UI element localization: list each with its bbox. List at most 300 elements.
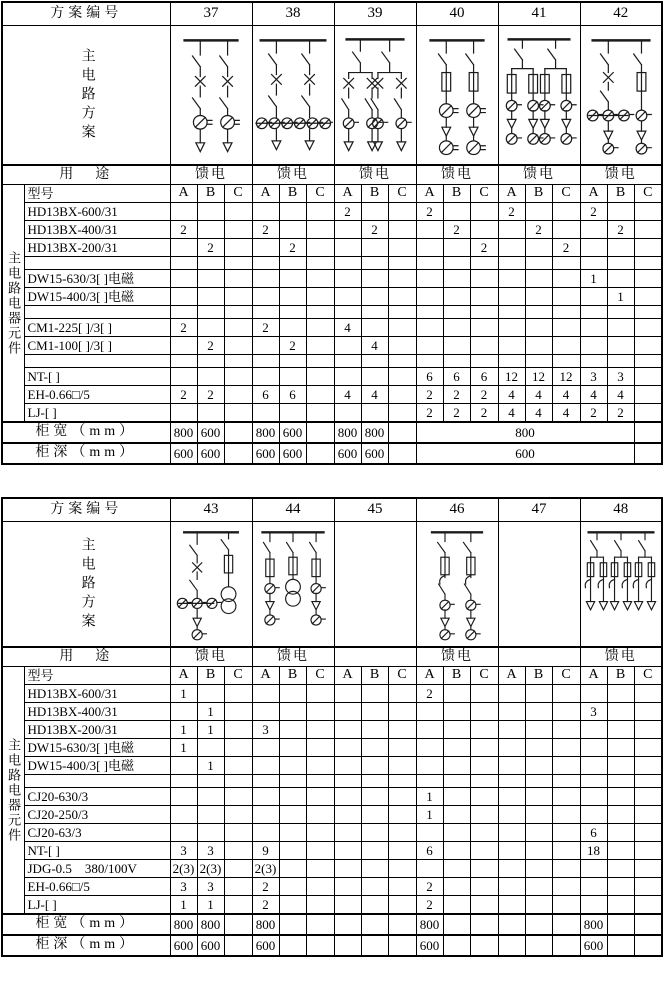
quantity-cell — [552, 257, 580, 270]
quantity-cell — [334, 270, 361, 288]
usage-row-label: 用 途 — [2, 165, 170, 185]
quantity-cell — [252, 806, 279, 824]
quantity-cell: 1 — [170, 896, 197, 915]
cabinet-depth-value: 600 — [197, 443, 224, 464]
circuit-diagram-39 — [335, 28, 415, 162]
quantity-cell — [361, 775, 388, 788]
quantity-cell — [197, 288, 224, 306]
quantity-cell — [552, 739, 580, 757]
cabinet-depth-value — [224, 443, 252, 464]
quantity-cell — [634, 239, 662, 257]
phase-header: B — [525, 185, 552, 203]
quantity-cell — [361, 842, 388, 860]
cabinet-width-value: 800 — [170, 422, 197, 443]
quantity-cell — [443, 319, 470, 337]
quantity-cell — [498, 878, 525, 896]
quantity-cell — [552, 842, 580, 860]
quantity-cell — [470, 306, 498, 319]
circuit-diagram-cell — [498, 26, 580, 166]
quantity-cell — [525, 703, 552, 721]
quantity-cell — [443, 685, 470, 703]
quantity-cell — [552, 824, 580, 842]
quantity-cell — [580, 257, 607, 270]
quantity-cell — [580, 221, 607, 239]
quantity-cell — [634, 824, 662, 842]
quantity-cell — [388, 685, 416, 703]
quantity-cell: 2 — [197, 337, 224, 355]
phase-header: B — [607, 185, 634, 203]
quantity-cell — [279, 703, 306, 721]
quantity-cell: 2 — [334, 203, 361, 221]
quantity-cell — [552, 337, 580, 355]
quantity-cell — [443, 270, 470, 288]
component-group-label: 主电路电器元件 — [6, 250, 22, 356]
cabinet-depth-value — [306, 935, 334, 956]
quantity-cell — [334, 288, 361, 306]
quantity-cell — [279, 685, 306, 703]
quantity-cell — [170, 355, 197, 368]
quantity-cell: 1 — [580, 270, 607, 288]
quantity-cell — [525, 842, 552, 860]
quantity-cell: 4 — [334, 319, 361, 337]
quantity-cell: 2(3) — [170, 860, 197, 878]
quantity-cell — [224, 355, 252, 368]
cabinet-width-value — [634, 914, 662, 935]
quantity-cell — [607, 739, 634, 757]
component-row-label: LJ-[ ] — [24, 896, 170, 915]
quantity-cell — [416, 757, 443, 775]
quantity-cell — [306, 270, 334, 288]
quantity-cell — [552, 896, 580, 915]
cabinet-width-value — [498, 914, 525, 935]
quantity-cell — [443, 306, 470, 319]
quantity-cell — [416, 337, 443, 355]
quantity-cell: 3 — [170, 842, 197, 860]
quantity-cell — [388, 288, 416, 306]
component-row-label: HD13BX-200/31 — [24, 239, 170, 257]
quantity-cell: 3 — [197, 842, 224, 860]
component-group-cell — [2, 667, 24, 915]
quantity-cell — [634, 788, 662, 806]
quantity-cell — [525, 878, 552, 896]
circuit-diagram-cell — [580, 522, 662, 648]
quantity-cell: 6 — [580, 824, 607, 842]
quantity-cell — [361, 878, 388, 896]
quantity-cell — [498, 775, 525, 788]
circuit-diagram-41 — [499, 28, 579, 162]
diagram-row-label-cell — [2, 26, 170, 166]
quantity-cell — [470, 860, 498, 878]
scheme-number: 43 — [170, 498, 252, 522]
quantity-cell: 2 — [498, 203, 525, 221]
quantity-cell — [334, 788, 361, 806]
quantity-cell — [197, 270, 224, 288]
quantity-cell — [388, 896, 416, 915]
model-header: 型号 — [24, 667, 170, 685]
quantity-cell — [224, 306, 252, 319]
phase-header: C — [306, 185, 334, 203]
scheme-number: 38 — [252, 2, 334, 26]
quantity-cell: 2 — [525, 221, 552, 239]
cabinet-depth-value: 600 — [197, 935, 224, 956]
component-row-label: CJ20-63/3 — [24, 824, 170, 842]
quantity-cell — [252, 355, 279, 368]
component-row-label — [24, 775, 170, 788]
quantity-cell — [470, 739, 498, 757]
quantity-cell — [470, 757, 498, 775]
quantity-cell — [306, 842, 334, 860]
quantity-cell: 2 — [443, 386, 470, 404]
quantity-cell: 2 — [252, 896, 279, 915]
quantity-cell — [279, 221, 306, 239]
quantity-cell — [634, 288, 662, 306]
quantity-cell — [470, 878, 498, 896]
quantity-cell: 2 — [443, 404, 470, 423]
quantity-cell — [306, 788, 334, 806]
circuit-diagram-cell — [252, 26, 334, 166]
quantity-cell — [279, 355, 306, 368]
quantity-cell — [525, 257, 552, 270]
quantity-cell — [279, 788, 306, 806]
quantity-cell — [388, 337, 416, 355]
quantity-cell — [580, 788, 607, 806]
quantity-cell — [443, 721, 470, 739]
component-row-label: DW15-400/3[ ]电磁 — [24, 757, 170, 775]
cabinet-width-value — [443, 914, 470, 935]
quantity-cell — [170, 239, 197, 257]
quantity-cell — [443, 337, 470, 355]
scheme-number: 37 — [170, 2, 252, 26]
quantity-cell: 2 — [170, 319, 197, 337]
quantity-cell — [224, 788, 252, 806]
quantity-cell — [443, 739, 470, 757]
quantity-cell: 2 — [252, 319, 279, 337]
usage-value: 馈电 — [498, 165, 580, 185]
cabinet-depth-value — [525, 935, 552, 956]
scheme-row-label: 方案编号 — [2, 498, 170, 522]
quantity-cell — [279, 739, 306, 757]
quantity-cell — [197, 788, 224, 806]
quantity-cell: 3 — [252, 721, 279, 739]
quantity-cell — [498, 337, 525, 355]
quantity-cell — [470, 203, 498, 221]
quantity-cell — [224, 368, 252, 386]
quantity-cell: 1 — [197, 721, 224, 739]
quantity-cell — [470, 337, 498, 355]
quantity-cell — [224, 703, 252, 721]
quantity-cell — [252, 203, 279, 221]
scheme-number: 45 — [334, 498, 416, 522]
quantity-cell: 4 — [525, 386, 552, 404]
quantity-cell — [224, 896, 252, 915]
quantity-cell — [416, 355, 443, 368]
quantity-cell — [197, 355, 224, 368]
quantity-cell — [224, 337, 252, 355]
quantity-cell — [170, 306, 197, 319]
quantity-cell — [170, 788, 197, 806]
quantity-cell: 2 — [470, 239, 498, 257]
quantity-cell — [306, 404, 334, 423]
quantity-cell: 2 — [170, 221, 197, 239]
usage-value: 馈电 — [416, 647, 498, 667]
quantity-cell — [443, 775, 470, 788]
quantity-cell — [334, 703, 361, 721]
quantity-cell: 1 — [170, 721, 197, 739]
quantity-cell: 6 — [416, 368, 443, 386]
quantity-cell: 4 — [607, 386, 634, 404]
cabinet-depth-label: 柜深（mm） — [2, 443, 170, 464]
quantity-cell: 4 — [525, 404, 552, 423]
cabinet-depth-value: 600 — [279, 443, 306, 464]
quantity-cell — [416, 739, 443, 757]
quantity-cell — [498, 270, 525, 288]
quantity-cell — [634, 878, 662, 896]
quantity-cell — [279, 319, 306, 337]
quantity-cell: 3 — [170, 878, 197, 896]
quantity-cell — [279, 878, 306, 896]
quantity-cell — [607, 703, 634, 721]
quantity-cell — [634, 404, 662, 423]
quantity-cell — [580, 337, 607, 355]
cabinet-width-label: 柜宽（mm） — [2, 422, 170, 443]
circuit-diagram-37 — [171, 28, 251, 162]
cabinet-width-value — [525, 914, 552, 935]
quantity-cell — [470, 703, 498, 721]
quantity-cell — [552, 270, 580, 288]
quantity-cell — [306, 319, 334, 337]
quantity-cell — [443, 806, 470, 824]
quantity-cell — [279, 270, 306, 288]
quantity-cell — [197, 368, 224, 386]
quantity-cell — [470, 319, 498, 337]
quantity-cell — [443, 757, 470, 775]
quantity-cell — [170, 203, 197, 221]
usage-value — [334, 647, 416, 667]
quantity-cell: 4 — [334, 386, 361, 404]
cabinet-width-value — [224, 422, 252, 443]
quantity-cell — [361, 824, 388, 842]
quantity-cell — [388, 703, 416, 721]
quantity-cell — [306, 386, 334, 404]
component-row-label — [24, 306, 170, 319]
quantity-cell — [334, 824, 361, 842]
component-row-label: NT-[ ] — [24, 368, 170, 386]
cabinet-depth-label: 柜深（mm） — [2, 935, 170, 956]
quantity-cell — [252, 788, 279, 806]
scheme-number: 39 — [334, 2, 416, 26]
circuit-diagram-42 — [581, 28, 661, 162]
quantity-cell — [279, 368, 306, 386]
quantity-cell — [607, 203, 634, 221]
quantity-cell — [197, 257, 224, 270]
quantity-cell — [334, 685, 361, 703]
quantity-cell — [634, 221, 662, 239]
quantity-cell — [580, 721, 607, 739]
quantity-cell — [525, 896, 552, 915]
quantity-cell: 3 — [607, 368, 634, 386]
quantity-cell — [361, 319, 388, 337]
quantity-cell: 1 — [197, 703, 224, 721]
quantity-cell — [525, 721, 552, 739]
quantity-cell — [252, 239, 279, 257]
quantity-cell — [498, 824, 525, 842]
quantity-cell — [197, 739, 224, 757]
quantity-cell: 6 — [416, 842, 443, 860]
circuit-diagram-44 — [253, 524, 333, 644]
quantity-cell — [224, 685, 252, 703]
phase-header: A — [170, 667, 197, 685]
quantity-cell — [498, 788, 525, 806]
quantity-cell — [443, 878, 470, 896]
quantity-cell — [470, 288, 498, 306]
quantity-cell — [607, 842, 634, 860]
quantity-cell — [361, 270, 388, 288]
cabinet-depth-value — [361, 935, 388, 956]
quantity-cell — [607, 270, 634, 288]
quantity-cell — [279, 860, 306, 878]
phase-header: C — [306, 667, 334, 685]
quantity-cell — [443, 288, 470, 306]
quantity-cell: 6 — [252, 386, 279, 404]
quantity-cell — [498, 842, 525, 860]
quantity-cell — [388, 355, 416, 368]
cabinet-depth-value: 600 — [416, 443, 634, 464]
quantity-cell — [361, 721, 388, 739]
quantity-cell — [388, 203, 416, 221]
quantity-cell — [361, 368, 388, 386]
quantity-cell — [361, 806, 388, 824]
quantity-cell — [416, 221, 443, 239]
quantity-cell — [388, 842, 416, 860]
quantity-cell: 2 — [607, 221, 634, 239]
cabinet-depth-value — [279, 935, 306, 956]
quantity-cell — [388, 239, 416, 257]
circuit-diagram-cell — [252, 522, 334, 648]
quantity-cell — [361, 288, 388, 306]
diagram-row-label-cell — [2, 522, 170, 648]
quantity-cell: 2 — [552, 239, 580, 257]
usage-value: 馈电 — [334, 165, 416, 185]
phase-header: B — [279, 185, 306, 203]
quantity-cell — [279, 306, 306, 319]
quantity-cell — [580, 306, 607, 319]
quantity-cell — [279, 257, 306, 270]
quantity-cell — [634, 896, 662, 915]
circuit-diagram-cell — [580, 26, 662, 166]
quantity-cell — [416, 306, 443, 319]
component-row-label: NT-[ ] — [24, 842, 170, 860]
quantity-cell — [334, 221, 361, 239]
quantity-cell — [197, 824, 224, 842]
quantity-cell — [334, 306, 361, 319]
quantity-cell — [361, 239, 388, 257]
quantity-cell — [416, 860, 443, 878]
quantity-cell — [388, 368, 416, 386]
quantity-cell — [388, 319, 416, 337]
phase-header: C — [388, 185, 416, 203]
quantity-cell — [498, 239, 525, 257]
phase-header: B — [197, 667, 224, 685]
phase-header: B — [361, 185, 388, 203]
cabinet-width-value: 800 — [580, 914, 607, 935]
quantity-cell — [580, 685, 607, 703]
quantity-cell — [306, 257, 334, 270]
quantity-cell — [470, 806, 498, 824]
phase-header: A — [498, 185, 525, 203]
component-row-label: DW15-630/3[ ]电磁 — [24, 270, 170, 288]
quantity-cell — [470, 685, 498, 703]
usage-value: 馈电 — [252, 165, 334, 185]
quantity-cell — [334, 355, 361, 368]
quantity-cell — [634, 386, 662, 404]
quantity-cell — [416, 270, 443, 288]
scheme-number: 42 — [580, 2, 662, 26]
quantity-cell — [470, 221, 498, 239]
quantity-cell: 9 — [252, 842, 279, 860]
quantity-cell — [552, 757, 580, 775]
quantity-cell — [634, 842, 662, 860]
quantity-cell — [552, 319, 580, 337]
quantity-cell — [279, 288, 306, 306]
quantity-cell — [498, 757, 525, 775]
quantity-cell — [607, 824, 634, 842]
quantity-cell — [224, 824, 252, 842]
quantity-cell — [498, 288, 525, 306]
quantity-cell — [170, 257, 197, 270]
quantity-cell — [607, 775, 634, 788]
phase-header: C — [224, 667, 252, 685]
quantity-cell — [470, 824, 498, 842]
circuit-diagram-38 — [253, 28, 333, 162]
cabinet-width-value: 800 — [361, 422, 388, 443]
quantity-cell — [197, 306, 224, 319]
quantity-cell — [498, 739, 525, 757]
cabinet-width-value: 800 — [170, 914, 197, 935]
quantity-cell — [416, 239, 443, 257]
phase-header: C — [552, 667, 580, 685]
cabinet-width-value — [224, 914, 252, 935]
quantity-cell — [580, 775, 607, 788]
scheme-table-43-48 — [1, 497, 663, 957]
component-row-label: DW15-630/3[ ]电磁 — [24, 739, 170, 757]
quantity-cell — [197, 806, 224, 824]
cabinet-depth-value — [306, 443, 334, 464]
quantity-cell — [334, 757, 361, 775]
quantity-cell — [498, 860, 525, 878]
quantity-cell — [334, 775, 361, 788]
quantity-cell — [607, 896, 634, 915]
quantity-cell: 1 — [416, 788, 443, 806]
quantity-cell — [607, 257, 634, 270]
cabinet-width-value: 600 — [197, 422, 224, 443]
component-row-label — [24, 355, 170, 368]
phase-header: A — [580, 185, 607, 203]
quantity-cell: 6 — [470, 368, 498, 386]
quantity-cell — [498, 319, 525, 337]
phase-header: C — [634, 185, 662, 203]
quantity-cell — [334, 860, 361, 878]
quantity-cell — [224, 239, 252, 257]
usage-value: 馈电 — [170, 647, 252, 667]
usage-value: 馈电 — [252, 647, 334, 667]
quantity-cell: 4 — [361, 386, 388, 404]
quantity-cell: 2 — [170, 386, 197, 404]
quantity-cell — [443, 355, 470, 368]
quantity-cell — [334, 721, 361, 739]
phase-header: A — [580, 667, 607, 685]
quantity-cell — [634, 703, 662, 721]
quantity-cell — [334, 239, 361, 257]
